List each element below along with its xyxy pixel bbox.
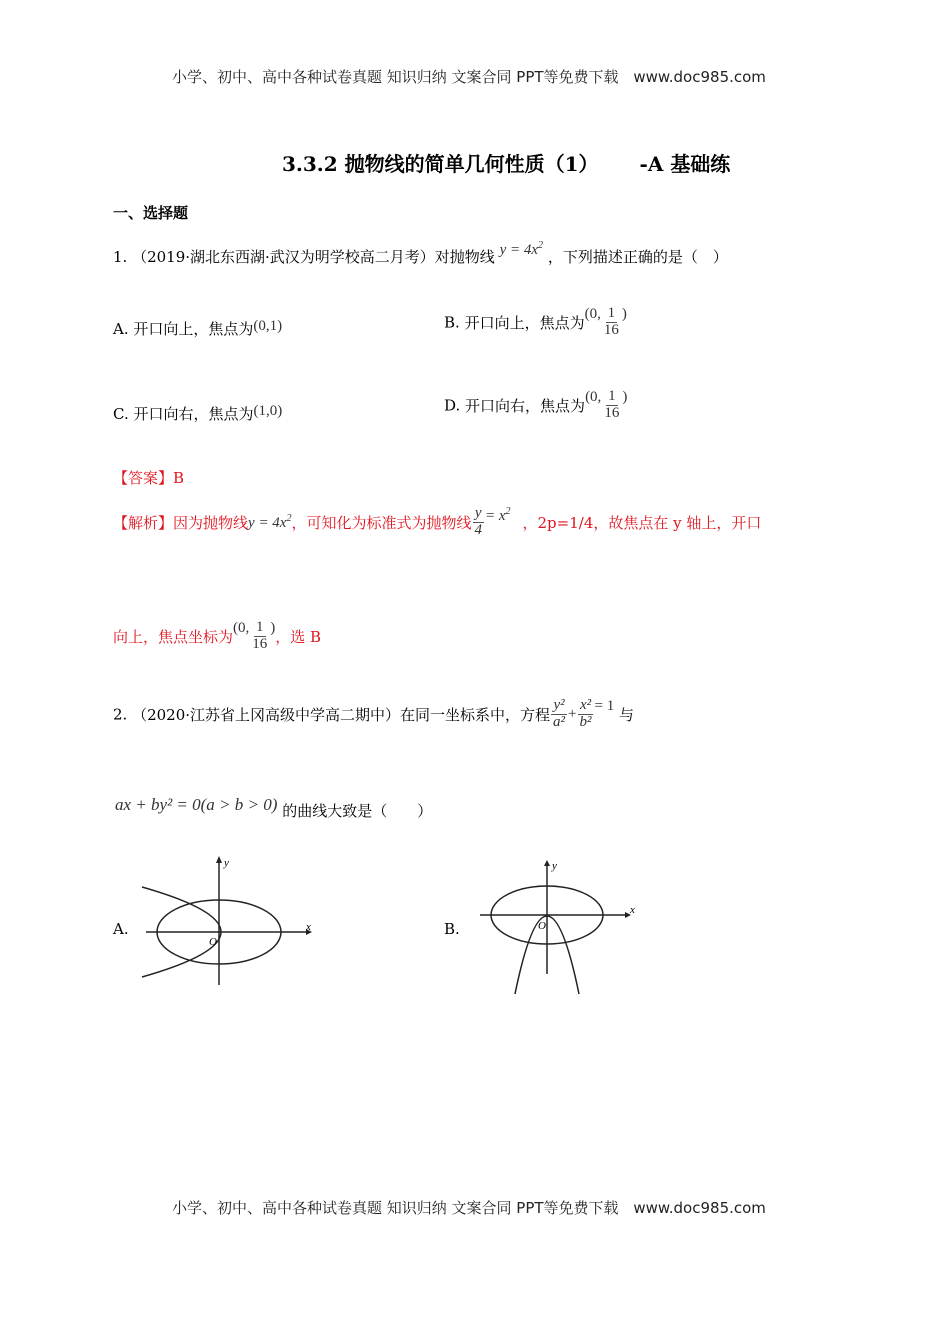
question-tail: ，下列描述正确的是（ ）: [547, 248, 728, 266]
option-a-graph[interactable]: [140, 855, 320, 990]
header-banner-text: 小学、初中、高中各种试卷真题 知识归纳 文案合同 PPT等免费下载: [172, 68, 619, 86]
question-1: [113, 240, 728, 267]
svg-text:x: x: [306, 921, 311, 933]
svg-text:O: O: [209, 936, 217, 948]
option-c[interactable]: C. 开口向右，焦点为(1,0): [113, 403, 283, 423]
question-2: 2. （2020·江苏省上冈高级中学高二期中）在同一坐标系中，方程 $\frac{\text{y²}}{\text{a²}}$ + $\frac{\text{x²}}{\text{b²}}$ = 1 与: [113, 697, 635, 730]
answer-value: B: [173, 469, 185, 487]
footer-banner-link[interactable]: www.doc985.com: [633, 1199, 766, 1217]
answer-tag: 【答案】: [113, 469, 174, 487]
question-tail: 的曲线大致是（ ）: [282, 802, 433, 820]
footer-banner: [172, 1197, 766, 1218]
svg-text:x: x: [630, 904, 635, 916]
page-title: [282, 148, 730, 177]
analysis-line-2: 向上，焦点坐标为(0, $\frac{1}{16}$ )，选 B: [113, 619, 322, 652]
question-source: （2020·江苏省上冈高级中学高二期中）在同一坐标系中，方程: [132, 705, 551, 724]
option-d[interactable]: D. 开口向右，焦点为(0, $\frac{1}{16}$ ): [444, 388, 628, 421]
equation: ax + by² = 0(a > b > 0): [115, 795, 278, 814]
question-source: （2019·湖北东西湖·武汉为明学校高二月考）对抛物线: [132, 248, 495, 266]
svg-text:O: O: [538, 920, 546, 932]
option-b-graph[interactable]: [475, 860, 645, 1000]
option-a[interactable]: A. 开口向上，焦点为(0,1): [113, 318, 283, 338]
option-a-label[interactable]: A.: [113, 920, 129, 938]
header-banner-link[interactable]: www.doc985.com: [633, 68, 766, 86]
option-b-label[interactable]: B.: [444, 920, 460, 938]
header-banner: [172, 66, 766, 87]
analysis-line-1: 【解析】因为抛物线$y = 4x^2$，可知化为标准式为抛物线 $\frac{y}{4}$ = $x^2$，2p=1/4，故焦点在 y 轴上，开口: [113, 505, 762, 538]
title-sub: -A 基础练: [639, 152, 731, 176]
section-heading: 一、选择题: [113, 204, 189, 222]
equation: $y = 4x^2$: [499, 240, 544, 258]
svg-text:y: y: [224, 857, 229, 869]
footer-banner-text: 小学、初中、高中各种试卷真题 知识归纳 文案合同 PPT等免费下载: [172, 1199, 619, 1217]
question-2-line-2: [115, 795, 433, 821]
option-b[interactable]: B. 开口向上，焦点为(0, $\frac{1}{16}$ ): [444, 305, 627, 338]
answer: [113, 467, 184, 488]
question-number: 1.: [113, 248, 128, 266]
question-number: 2.: [113, 705, 128, 724]
title-main: 3.3.2 抛物线的简单几何性质（1）: [282, 152, 599, 176]
svg-text:y: y: [552, 860, 557, 872]
